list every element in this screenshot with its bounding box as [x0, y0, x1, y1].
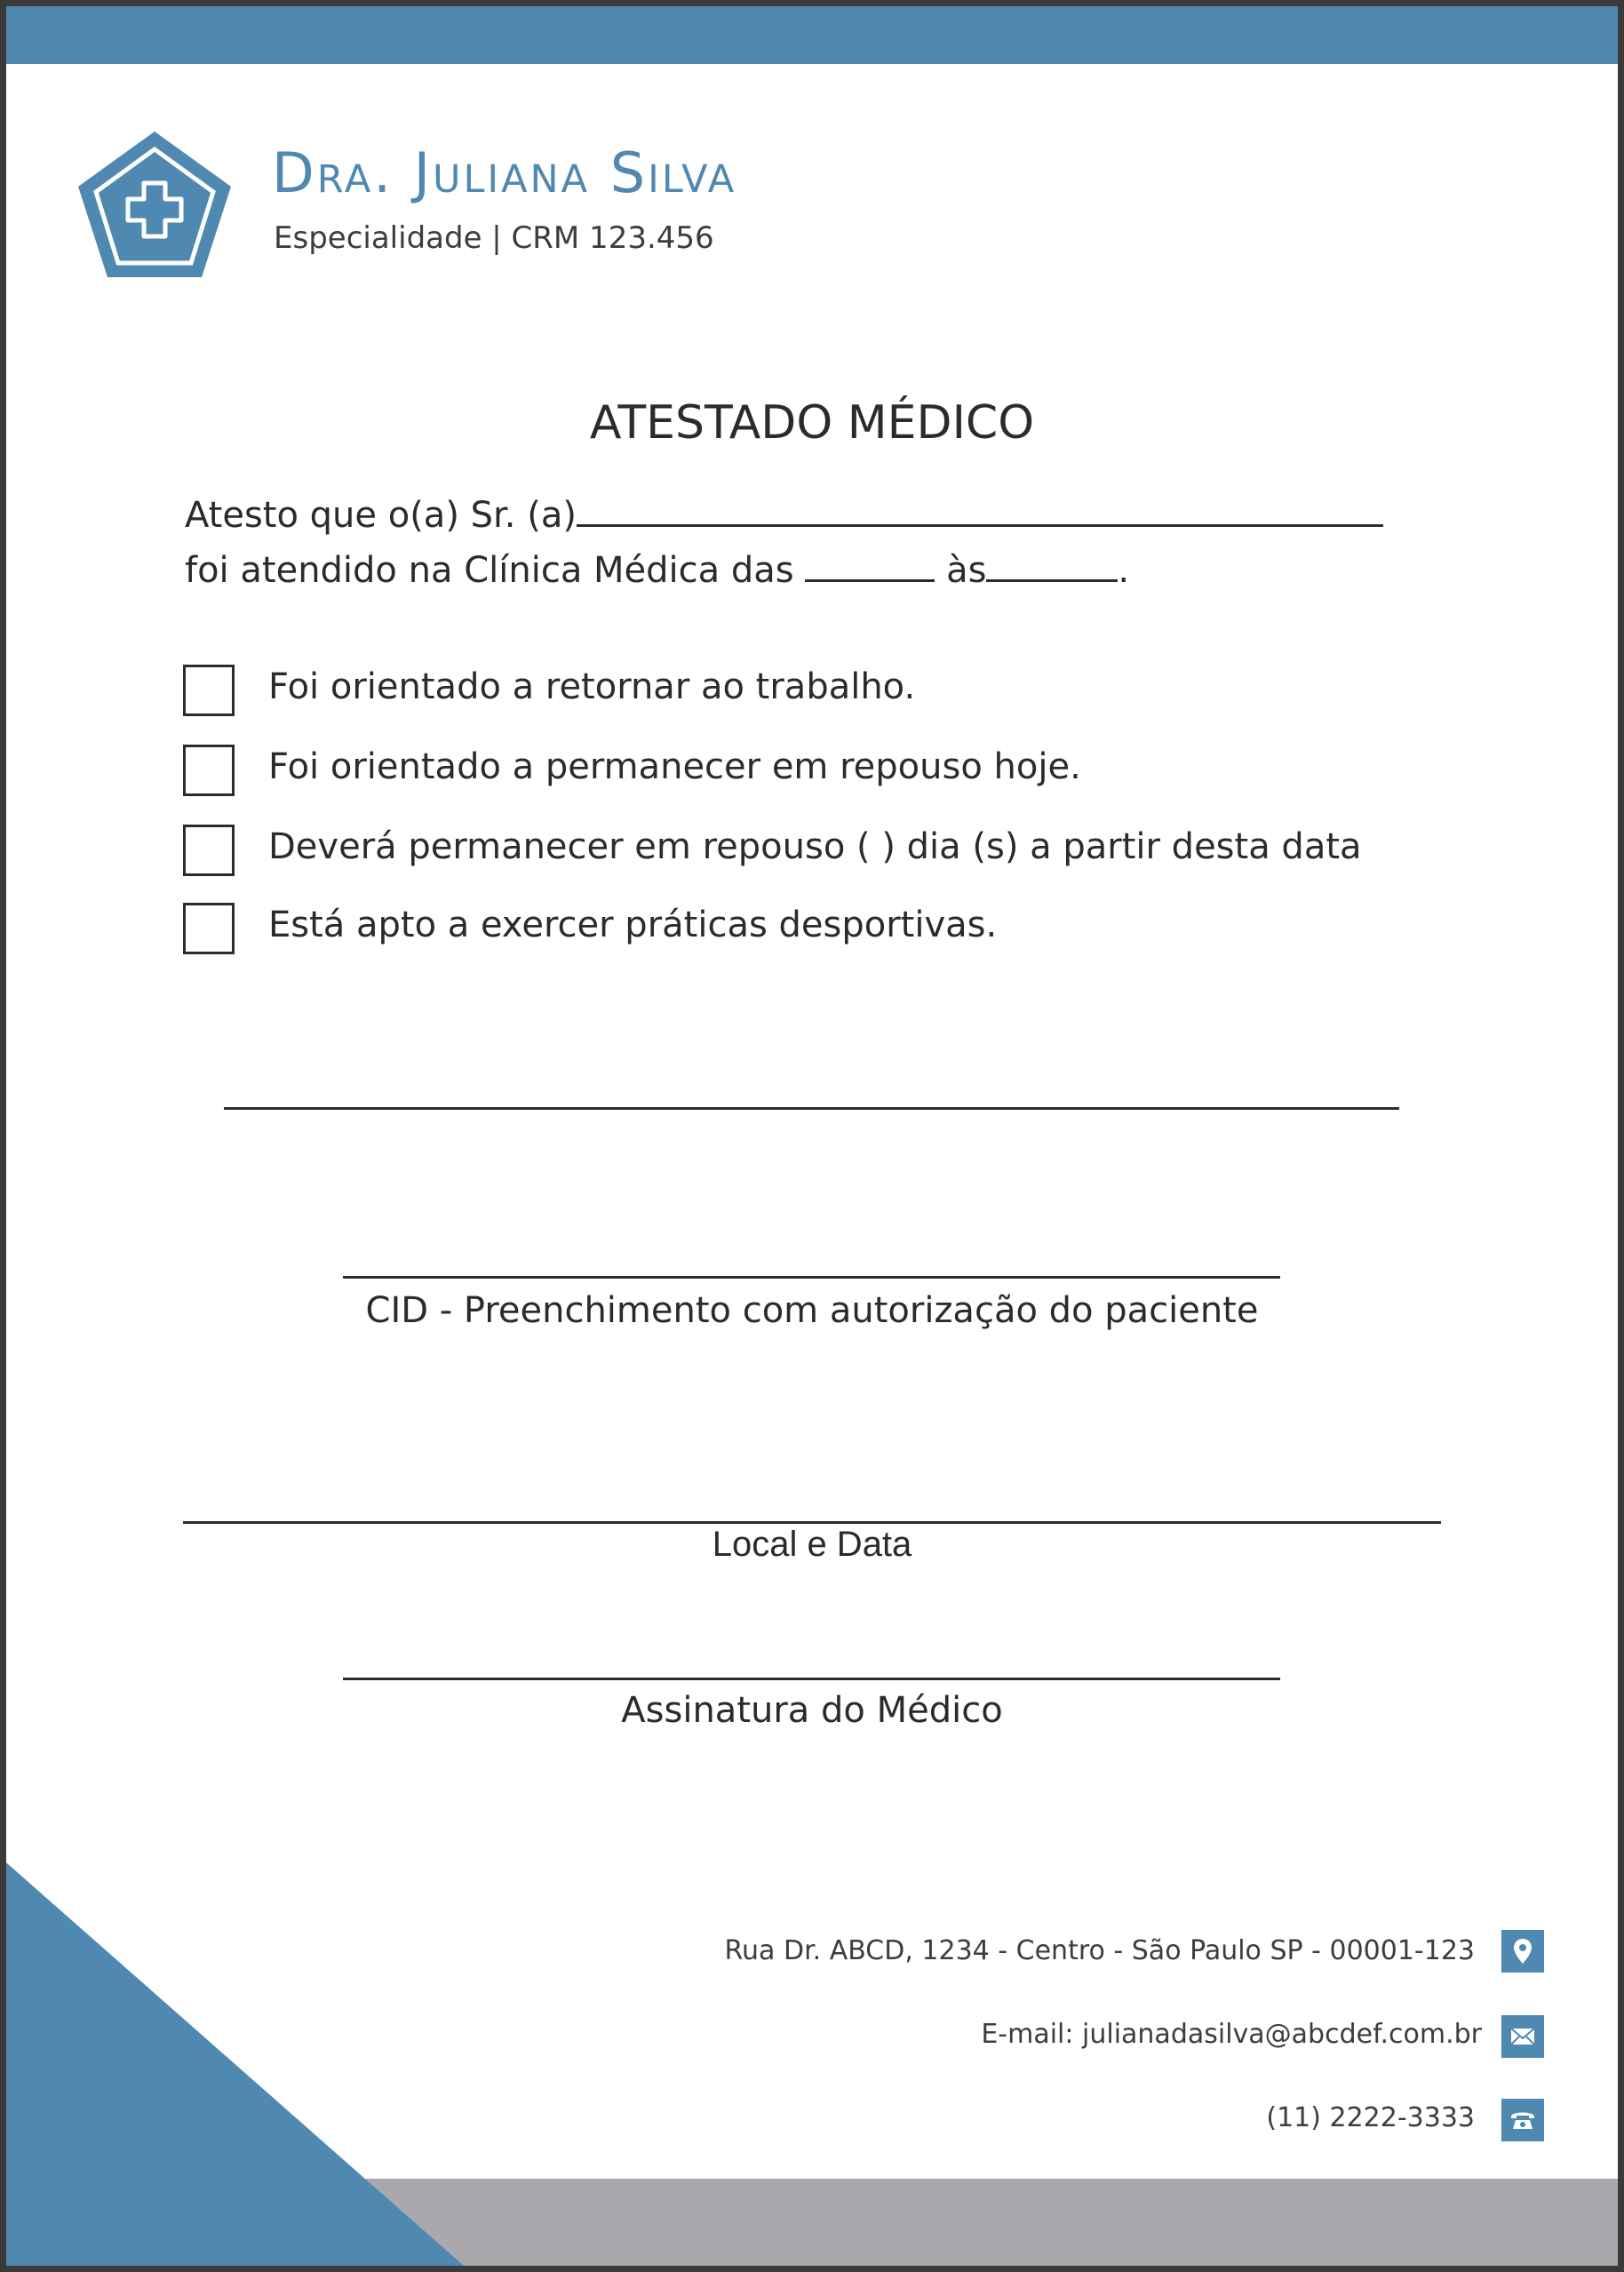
address-text: Rua Dr. ABCD, 1234 - Centro - São Paulo SP - 00001-123	[724, 1935, 1475, 1966]
checklist-item-label: Está apto a exercer práticas desportivas.	[268, 905, 998, 945]
email-text: E-mail: julianadasilva@abcdef.com.br	[981, 2019, 1482, 2050]
signature-line[interactable]	[343, 1678, 1280, 1680]
document-title: ATESTADO MÉDICO	[589, 396, 1035, 450]
medical-cross-pentagon-icon	[75, 128, 235, 281]
checklist-item-label: Foi orientado a retornar ao trabalho.	[268, 666, 916, 707]
attendance-line-suffix: .	[1118, 550, 1130, 591]
attendance-line	[185, 542, 1129, 591]
end-time-blank[interactable]	[986, 542, 1118, 582]
telephone-icon	[1501, 2099, 1544, 2141]
phone-text: (11) 2222-3333	[1266, 2102, 1475, 2133]
doctor-name: Dra. Juliana Silva	[272, 140, 737, 205]
corner-accent-triangle	[0, 1857, 471, 2272]
local-data-line[interactable]	[183, 1521, 1441, 1524]
local-data-label: Local e Data	[712, 1525, 912, 1564]
cid-label: CID - Preenchimento com autorização do paciente	[365, 1290, 1259, 1331]
checklist-item-label: Foi orientado a permanecer em repouso hoje.	[268, 746, 1081, 787]
location-pin-icon	[1501, 1930, 1544, 1973]
start-time-blank[interactable]	[805, 542, 935, 582]
patient-line	[185, 487, 1383, 536]
attendance-line-label: foi atendido na Clínica Médica das	[185, 550, 794, 591]
doctor-specialty-crm: Especialidade | CRM 123.456	[274, 220, 714, 256]
attendance-line-middle: às	[946, 550, 987, 591]
envelope-icon	[1501, 2015, 1544, 2058]
rest-days-checkbox[interactable]	[183, 825, 235, 876]
signature-label: Assinatura do Médico	[621, 1690, 1003, 1731]
sports-fit-checkbox[interactable]	[183, 903, 235, 954]
checklist-item-label: Deverá permanecer em repouso ( ) dia (s) a partir desta data	[268, 826, 1362, 867]
top-accent-bar	[0, 0, 1624, 64]
free-text-line[interactable]	[224, 1107, 1399, 1110]
rest-today-checkbox[interactable]	[183, 745, 235, 796]
patient-line-label: Atesto que o(a) Sr. (a)	[185, 495, 577, 536]
patient-name-blank[interactable]	[577, 487, 1383, 527]
return-to-work-checkbox[interactable]	[183, 665, 235, 716]
cid-line[interactable]	[343, 1276, 1280, 1279]
